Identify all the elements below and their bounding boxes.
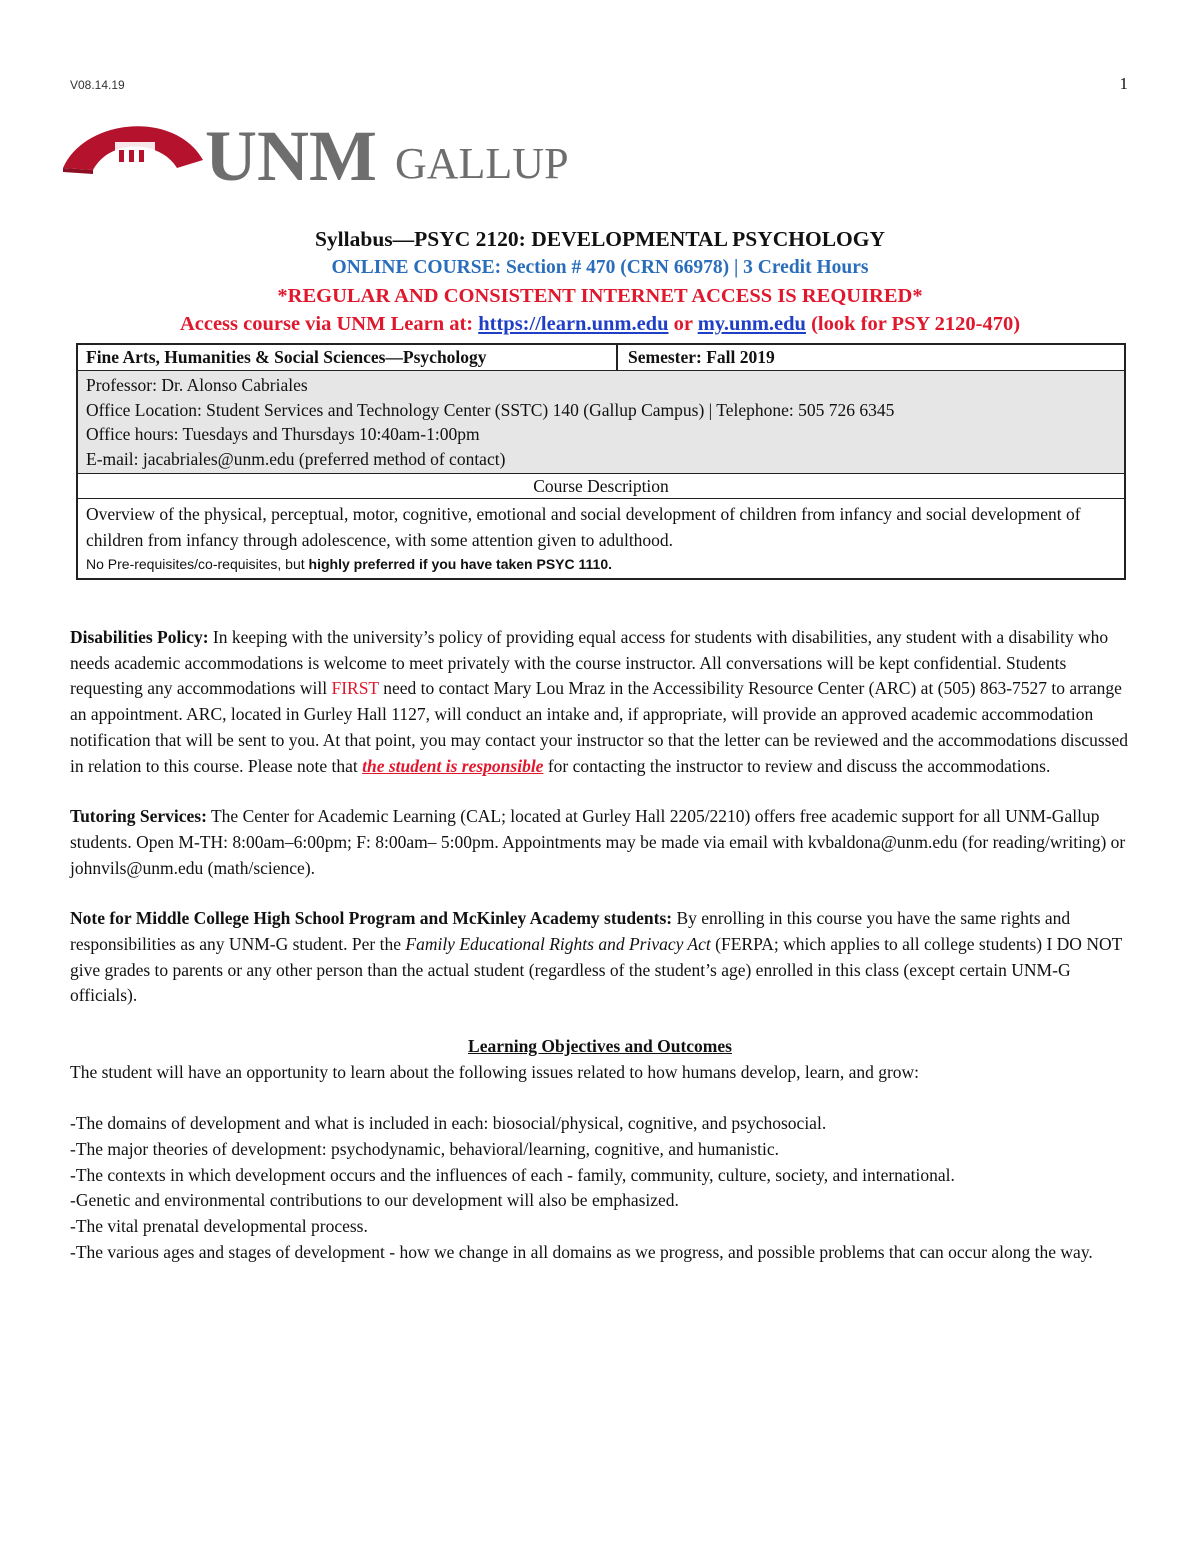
objectives-title: Learning Objectives and Outcomes [468,1036,732,1057]
tutoring-label: Tutoring Services: [70,806,207,827]
learn-link[interactable]: https://learn.unm.edu [478,313,669,335]
disabilities-label: Disabilities Policy: [70,627,209,647]
course-info-box [76,343,1126,580]
ferpa-note [70,906,1130,1009]
tutoring-services [70,804,1130,881]
prerequisites [86,554,1116,574]
course-description-title: Course Description [78,474,1124,499]
logo-graphic [55,100,600,210]
prereq-text: No Pre-requisites/co-requisites, but [86,556,309,572]
internet-requirement: *REGULAR AND CONSISTENT INTERNET ACCESS IS REQUIRED* [277,285,923,307]
myunm-link[interactable]: my.unm.edu [697,313,806,335]
access-line [50,310,1150,338]
professor-block [78,371,1124,474]
objective-item: -The domains of development and what is included in each: biosocial/physical, cognitive, and psychosocial. [70,1113,827,1134]
objective-item: -The contexts in which development occurs and the influences of each - family, community, culture, society, and international. [70,1164,955,1185]
logo-gallup-text: GALLUP [395,139,569,188]
objective-item: -The major theories of development: psychodynamic, behavioral/learning, cognitive, and humanistic. [70,1138,780,1159]
page-number: 1 [1119,74,1128,93]
access-prefix: Access course via UNM Learn at: [179,313,479,335]
professor: Professor: Dr. Alonso Cabriales [86,375,308,395]
semester: Semester: Fall 2019 [628,347,775,367]
disabilities-text-1: In keeping with the university’s policy of providing equal access for students with disabilities, any student with a disability who needs academic accommodations is welcome to meet privately with the course instructor. All conversations will be kept confidential. Students requesting any accommodations will [70,627,1109,699]
disabilities-text-3: for contacting the instructor to review and discuss the accommodations. [543,755,1051,776]
syllabus-body [70,625,1130,1265]
tutoring-text: The Center for Academic Learning (CAL; located at Gurley Hall 2205/2210) offers free academic support for all UNM-Gallup students. Open M-TH: 8:00am–6:00pm; F: 8:00am– 5:00pm. Appointments may be made via email with kvbaldona@unm.edu (for reading/writing) or johnvils@unm.edu (math/science). [70,806,1126,878]
student-responsible-emphasis: the student is responsible [362,755,544,776]
department: Fine Arts, Humanities & Social Sciences—Psychology [78,345,618,370]
note-text-1: By enrolling in this course you have the same rights and responsibilities as any UNM-G student. Per the [70,908,1071,955]
version-label: V08.14.19 [70,78,125,92]
first-emphasis: FIRST [331,678,379,699]
disabilities-text-2: need to contact Mary Lou Mraz in the Accessibility Resource Center (ARC) at (505) 863-7527 to arrange an appointment. ARC, located in Gurley Hall 1127, will conduct an intake and, if appropriate, will provide an approved academic accommodation notification that will be sent to you. At that point, you may contact your instructor so that the letter can be reviewed and the accommodations discussed in relation to this course. Please note that [70,678,1128,776]
logo-unm-text: UNM [205,116,377,196]
objective-item: -Genetic and environmental contributions to our development will also be emphasized. [70,1190,679,1211]
access-or: or [668,313,698,335]
unm-gallup-logo [55,100,600,210]
note-label: Note for Middle College High School Program and McKinley Academy students: [70,908,673,929]
department-row [78,345,1124,371]
email: E-mail: jacabriales@unm.edu (preferred method of contact) [86,448,506,469]
course-title: Syllabus—PSYC 2120: DEVELOPMENTAL PSYCHOLOGY [314,227,886,251]
objective-item: -The various ages and stages of development - how we change in all domains as we progress, and possible problems that can occur along the way. [70,1241,1093,1262]
office-location: Office Location: Student Services and Technology Center (SSTC) 140 (Gallup Campus) | Telephone: 505 726 6345 [86,399,895,420]
prereq-bold: highly preferred if you have taken PSYC 1110. [308,556,613,572]
office-hours: Office hours: Tuesdays and Thursdays 10:40am-1:00pm [86,424,480,444]
course-section: ONLINE COURSE: Section # 470 (CRN 66978) | 3 Credit Hours [331,257,869,278]
disabilities-policy [70,625,1130,779]
objective-item: -The vital prenatal developmental process. [70,1216,368,1237]
course-description-block [78,499,1124,578]
access-suffix: (look for PSY 2120-470) [805,313,1021,335]
course-description: Overview of the physical, perceptual, motor, cognitive, emotional and social development of children from infancy and social development of children from infancy through adolescence, with some attention given to adulthood. [86,504,1081,550]
syllabus-header [50,225,1150,338]
objectives-intro: The student will have an opportunity to learn about the following issues related to how humans develop, learn, and grow: [70,1061,920,1082]
ferpa-act: Family Educational Rights and Privacy Act [405,934,711,955]
note-text-2: (FERPA; which applies to all college students) I DO NOT give grades to parents or any other person than the actual student (regardless of the student’s age) enrolled in this class (except certain UNM-G officials). [70,934,1122,1006]
